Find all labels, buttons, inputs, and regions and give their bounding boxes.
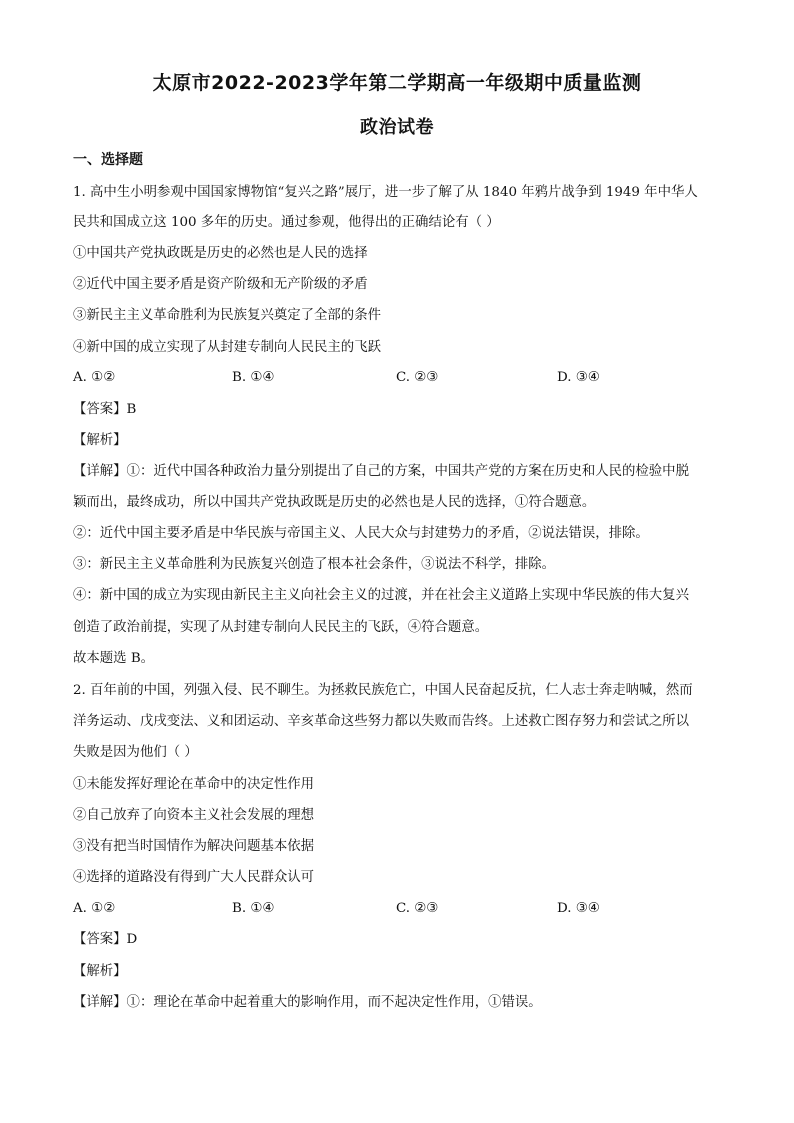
page-title: 太原市2022-2023学年第二学期高一年级期中质量监测: [152, 72, 642, 94]
q1-analysis-label: 【解析】: [73, 433, 127, 448]
q2-analysis-label: 【解析】: [73, 964, 127, 979]
q2-stem-line-2: 洋务运动、戊戌变法、义和团运动、辛亥革命这些努力都以失败而告终。上述救亡图存努力和尝试之所以: [73, 714, 689, 729]
q1-explanation-line: ②：近代中国主要矛盾是中华民族与帝国主义、人民大众与封建势力的矛盾，②说法错误，排除。: [73, 526, 649, 541]
q2-explanation-line: 【详解】①：理论在革命中起着重大的影响作用，而不起决定性作用，①错误。: [73, 995, 542, 1010]
q1-explanation-line: ④：新中国的成立为实现由新民主主义向社会主义的过渡，并在社会主义道路上实现中华民族的伟大复兴: [73, 588, 689, 603]
q1-statement-3: ③新民主主义革命胜利为民族复兴奠定了全部的条件: [73, 308, 381, 323]
q1-option-d: D. ③④: [557, 370, 600, 385]
q1-option-a: A. ①②: [73, 370, 116, 385]
q1-explanation-line: 【详解】①：近代中国各种政治力量分别提出了自己的方案，中国共产党的方案在历史和人民的检验中脱: [73, 464, 689, 479]
q1-stem-line-1: 1. 高中生小明参观中国国家博物馆“复兴之路”展厅，进一步了解了从 1840 年鸦片战争到 1949 年中华人: [73, 185, 698, 200]
section-heading: 一、选择题: [73, 152, 143, 168]
q1-answer: 【答案】B: [73, 402, 137, 417]
q1-stem-line-2: 民共和国成立这 100 多年的历史。通过参观，他得出的正确结论有（ ）: [73, 215, 500, 230]
q2-statement-4: ④选择的道路没有得到广大人民群众认可: [73, 870, 315, 885]
q2-stem-line-3: 失败是因为他们（ ）: [73, 745, 198, 760]
q1-explanation-line: ③：新民主主义革命胜利为民族复兴创造了根本社会条件，③说法不科学，排除。: [73, 557, 556, 572]
page-subtitle: 政治试卷: [360, 117, 434, 138]
q2-statement-1: ①未能发挥好理论在革命中的决定性作用: [73, 777, 315, 792]
q1-statement-2: ②近代中国主要矛盾是资产阶级和无产阶级的矛盾: [73, 277, 368, 292]
q1-explanation-line: 创造了政治前提，实现了从封建专制向人民民主的飞跃，④符合题意。: [73, 620, 489, 635]
q1-option-b: B. ①④: [232, 370, 275, 385]
q2-option-b: B. ①④: [232, 901, 275, 916]
q2-statement-2: ②自己放弃了向资本主义社会发展的理想: [73, 808, 315, 823]
q1-conclusion: 故本题选 B。: [73, 651, 155, 666]
q2-option-d: D. ③④: [557, 901, 600, 916]
q1-option-c: C. ②③: [396, 370, 439, 385]
q2-option-c: C. ②③: [396, 901, 439, 916]
q1-statement-1: ①中国共产党执政既是历史的必然也是人民的选择: [73, 246, 368, 261]
q2-statement-3: ③没有把当时国情作为解决问题基本依据: [73, 839, 315, 854]
q1-statement-4: ④新中国的成立实现了从封建专制向人民民主的飞跃: [73, 340, 381, 355]
q2-answer: 【答案】D: [73, 932, 138, 947]
q2-stem-line-1: 2. 百年前的中国，列强入侵、民不聊生。为拯救民族危亡，中国人民奋起反抗，仁人志士奔走呐喊，然而: [73, 683, 693, 698]
q1-explanation-line: 颖而出，最终成功，所以中国共产党执政既是历史的必然也是人民的选择，①符合题意。: [73, 495, 596, 510]
q2-option-a: A. ①②: [73, 901, 116, 916]
